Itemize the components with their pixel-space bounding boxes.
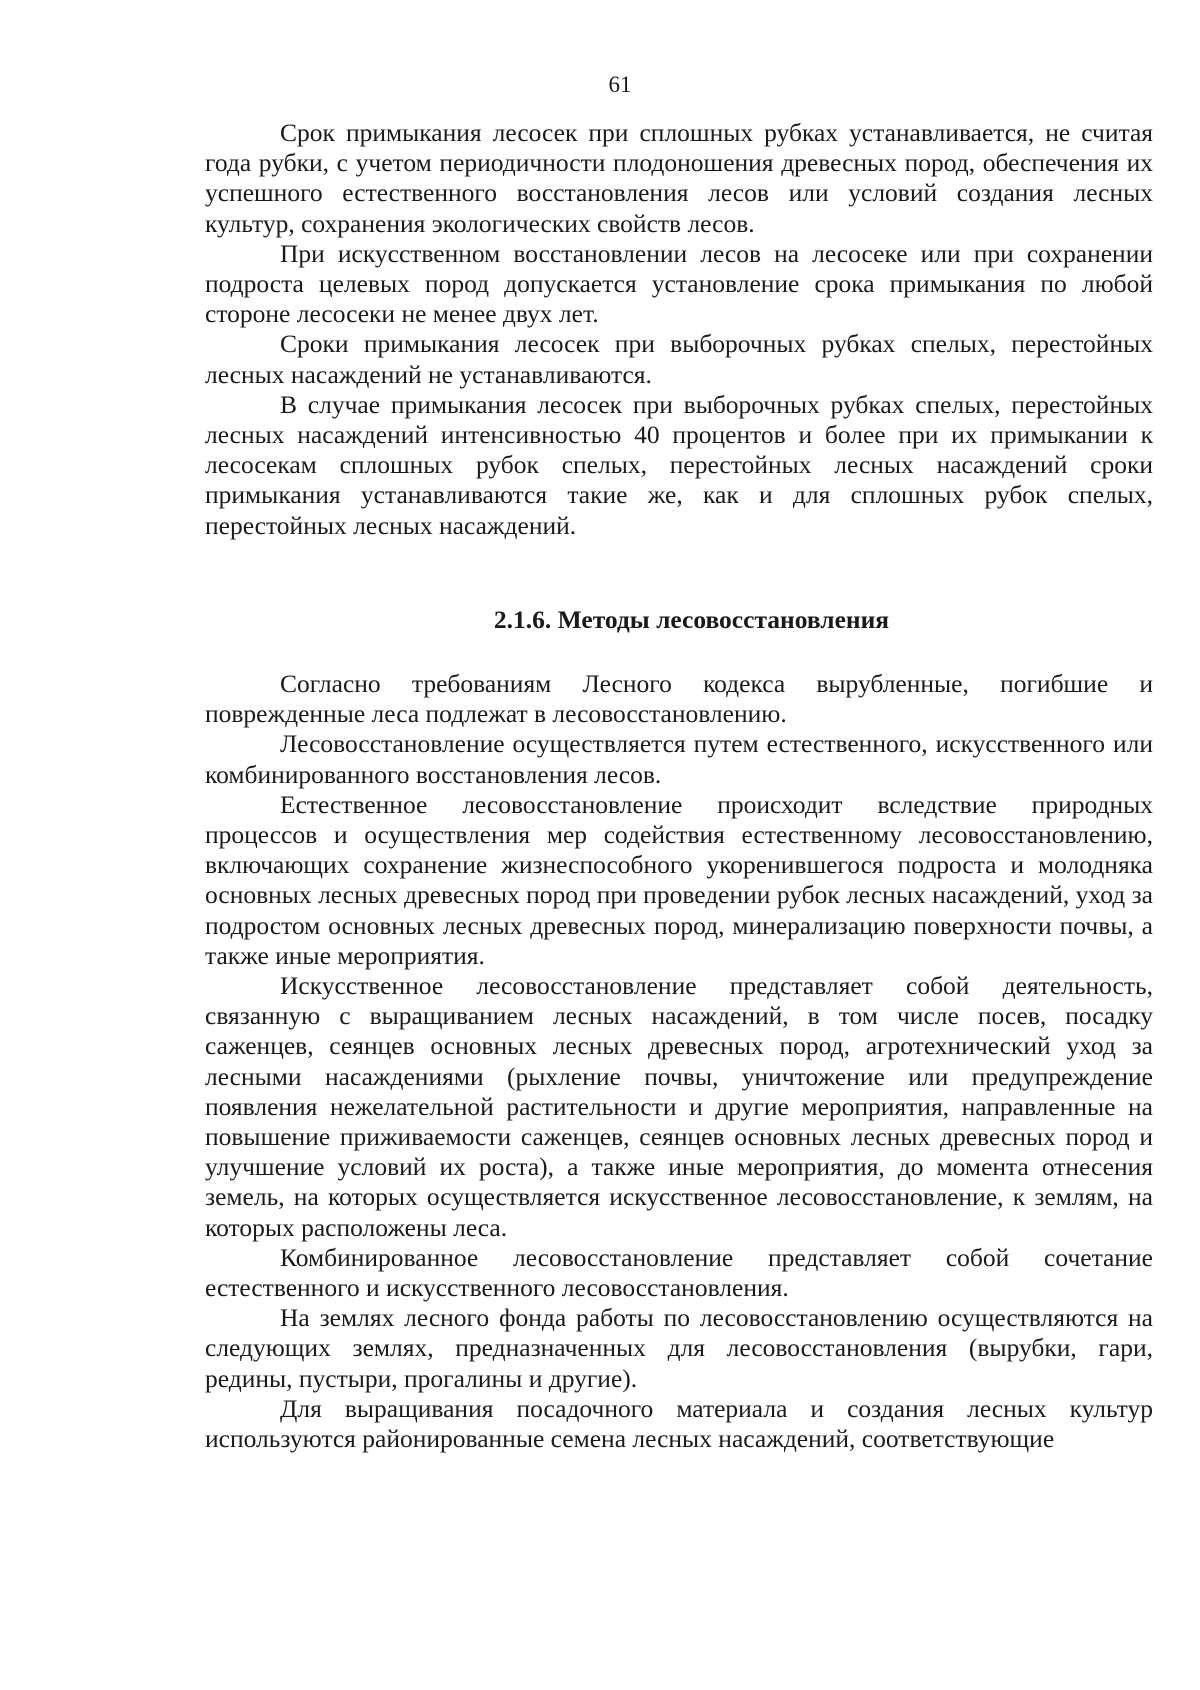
paragraph-adjacency-term: Срок примыкания лесосек при сплошных рубках устанавливается, не считая года рубки, с учетом периодичности плодоношения древесных пород, обеспечения их успешного естественного восстановления лесов или условий создания лесных культур, сохранения экологических свойств лесов.: [205, 118, 1153, 238]
section-adjacency-text: [205, 118, 1153, 541]
paragraph-artificial-reforestation: Искусственное лесовосстановление представляет собой деятельность, связанную с выращиванием лесных насаждений, в том числе посев, посадку саженцев, сеянцев основных лесных древесных пород, агротехнический уход за лесными насаждениями (рыхление почвы, уничтожение или предупреждение появления нежелательной растительности и другие мероприятия, направленные на повышение приживаемости саженцев, сеянцев основных лесных древесных пород и улучшение условий их роста), а также иные мероприятия, до момента отнесения земель, на которых осуществляется искусственное лесовосстановление, к землям, на которых расположены леса.: [205, 971, 1153, 1242]
paragraph-natural-reforestation: Естественное лесовосстановление происходит вследствие природных процессов и осуществления мер содействия естественному лесовосстановлению, включающих сохранение жизнеспособного укоренившегося подроста и молодняка основных лесных древесных пород при проведении рубок лесных насаждений, уход за подростом основных лесных древесных пород, минерализацию поверхности почвы, а также иные мероприятия.: [205, 789, 1153, 970]
paragraph-reforestation-ways: Лесовосстановление осуществляется путем естественного, искусственного или комбинированного восстановления лесов.: [205, 729, 1153, 789]
paragraph-forest-fund-lands: На землях лесного фонда работы по лесовосстановлению осуществляются на следующих землях, предназначенных для лесовосстановления (вырубки, гари, редины, пустыри, прогалины и другие).: [205, 1303, 1153, 1393]
paragraph-forest-code-requirement: Согласно требованиям Лесного кодекса вырубленные, погибшие и поврежденные леса подлежат в лесовосстановлению.: [205, 669, 1153, 729]
page-number: 61: [608, 72, 632, 97]
paragraph-planting-material: Для выращивания посадочного материала и создания лесных культур используются районированные семена лесных насаждений, соответствующие: [205, 1393, 1153, 1454]
section-reforestation-methods: [205, 669, 1153, 1454]
section-heading: 2.1.6. Методы лесовосстановления: [493, 605, 890, 634]
paragraph-combined-reforestation: Комбинированное лесовосстановление представляет собой сочетание естественного и искусственного лесовосстановления.: [205, 1242, 1153, 1303]
paragraph-adjacency-case: В случае примыкания лесосек при выборочных рубках спелых, перестойных лесных насаждений интенсивностью 40 процентов и более при их примыкании к лесосекам сплошных рубок спелых, перестойных лесных насаждений сроки примыкания устанавливаются такие же, как и для сплошных рубок спелых, перестойных лесных насаждений.: [205, 389, 1153, 540]
paragraph-artificial-restoration-term: При искусственном восстановлении лесов на лесосеке или при сохранении подроста целевых пород допускается установление срока примыкания по любой стороне лесосеки не менее двух лет.: [205, 238, 1153, 329]
paragraph-selective-cutting-terms: Сроки примыкания лесосек при выборочных рубках спелых, перестойных лесных насаждений не устанавливаются.: [205, 329, 1153, 389]
